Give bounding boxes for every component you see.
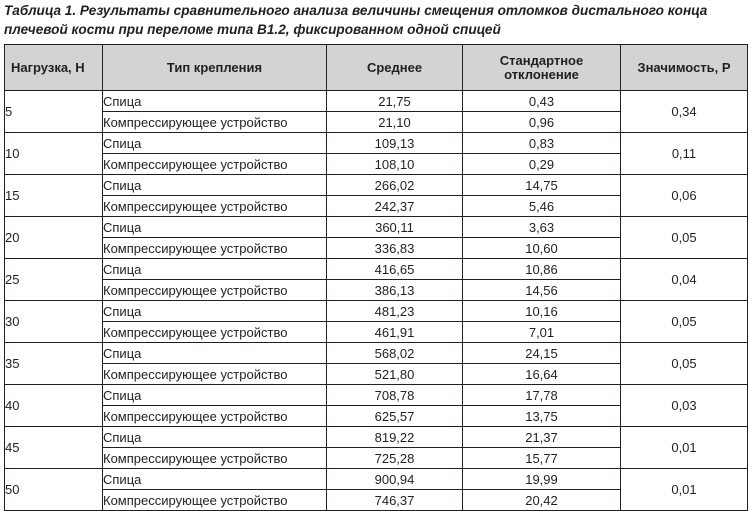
table-row xyxy=(5,343,748,364)
fixation-type-cell: Спица xyxy=(103,133,327,154)
fixation-type-cell: Компрессирующее устройство xyxy=(103,448,327,469)
mean-cell: 521,80 xyxy=(327,364,463,385)
mean-cell: 481,23 xyxy=(327,301,463,322)
significance-cell: 0,06 xyxy=(621,175,748,217)
significance-cell: 0,01 xyxy=(621,469,748,511)
sd-cell: 7,01 xyxy=(463,322,621,343)
caption-text: Результаты сравнительного анализа величины смещения отломков дистального конца плечевой кости при переломе типа В1.2, фиксированном одной спицей xyxy=(4,3,708,37)
sd-cell: 0,43 xyxy=(463,91,621,112)
sd-cell: 17,78 xyxy=(463,385,621,406)
mean-cell: 725,28 xyxy=(327,448,463,469)
mean-cell: 416,65 xyxy=(327,259,463,280)
table-body xyxy=(5,91,748,511)
sd-cell: 10,86 xyxy=(463,259,621,280)
mean-cell: 568,02 xyxy=(327,343,463,364)
header-p: Значимость, Р xyxy=(621,45,748,91)
fixation-type-cell: Спица xyxy=(103,469,327,490)
fixation-type-cell: Компрессирующее устройство xyxy=(103,322,327,343)
fixation-type-cell: Компрессирующее устройство xyxy=(103,196,327,217)
load-cell: 50 xyxy=(5,469,103,511)
header-sd-line2: отклонение xyxy=(504,66,579,82)
load-cell: 15 xyxy=(5,175,103,217)
fixation-type-cell: Компрессирующее устройство xyxy=(103,238,327,259)
load-cell: 10 xyxy=(5,133,103,175)
mean-cell: 360,11 xyxy=(327,217,463,238)
fixation-type-cell: Компрессирующее устройство xyxy=(103,406,327,427)
fixation-type-cell: Спица xyxy=(103,175,327,196)
table-row xyxy=(5,91,748,112)
header-mean: Среднее xyxy=(327,45,463,91)
table-row xyxy=(5,217,748,238)
load-cell: 45 xyxy=(5,427,103,469)
significance-cell: 0,01 xyxy=(621,427,748,469)
significance-cell: 0,34 xyxy=(621,91,748,133)
load-cell: 25 xyxy=(5,259,103,301)
sd-cell: 0,83 xyxy=(463,133,621,154)
mean-cell: 746,37 xyxy=(327,490,463,511)
sd-cell: 3,63 xyxy=(463,217,621,238)
mean-cell: 708,78 xyxy=(327,385,463,406)
table-caption xyxy=(4,1,746,39)
results-table xyxy=(4,44,748,511)
mean-cell: 242,37 xyxy=(327,196,463,217)
fixation-type-cell: Компрессирующее устройство xyxy=(103,490,327,511)
header-sd-line1: Стандартное xyxy=(499,52,584,68)
significance-cell: 0,03 xyxy=(621,385,748,427)
mean-cell: 625,57 xyxy=(327,406,463,427)
load-cell: 5 xyxy=(5,91,103,133)
mean-cell: 266,02 xyxy=(327,175,463,196)
sd-cell: 5,46 xyxy=(463,196,621,217)
table-row xyxy=(5,469,748,490)
sd-cell: 24,15 xyxy=(463,343,621,364)
mean-cell: 109,13 xyxy=(327,133,463,154)
fixation-type-cell: Спица xyxy=(103,343,327,364)
significance-cell: 0,05 xyxy=(621,217,748,259)
table-row xyxy=(5,259,748,280)
mean-cell: 21,75 xyxy=(327,91,463,112)
header-row xyxy=(5,45,748,91)
fixation-type-cell: Спица xyxy=(103,91,327,112)
load-cell: 35 xyxy=(5,343,103,385)
mean-cell: 21,10 xyxy=(327,112,463,133)
sd-cell: 16,64 xyxy=(463,364,621,385)
fixation-type-cell: Компрессирующее устройство xyxy=(103,364,327,385)
sd-cell: 14,56 xyxy=(463,280,621,301)
header-load: Нагрузка, Н xyxy=(5,45,103,91)
header-sd xyxy=(463,45,621,91)
table-row xyxy=(5,301,748,322)
table-row xyxy=(5,133,748,154)
sd-cell: 0,96 xyxy=(463,112,621,133)
fixation-type-cell: Компрессирующее устройство xyxy=(103,154,327,175)
mean-cell: 819,22 xyxy=(327,427,463,448)
caption-label: Таблица 1. xyxy=(4,3,77,18)
significance-cell: 0,05 xyxy=(621,301,748,343)
load-cell: 30 xyxy=(5,301,103,343)
fixation-type-cell: Спица xyxy=(103,385,327,406)
sd-cell: 15,77 xyxy=(463,448,621,469)
table-row xyxy=(5,427,748,448)
mean-cell: 461,91 xyxy=(327,322,463,343)
table-row xyxy=(5,175,748,196)
sd-cell: 10,16 xyxy=(463,301,621,322)
sd-cell: 20,42 xyxy=(463,490,621,511)
fixation-type-cell: Спица xyxy=(103,259,327,280)
mean-cell: 386,13 xyxy=(327,280,463,301)
mean-cell: 336,83 xyxy=(327,238,463,259)
load-cell: 20 xyxy=(5,217,103,259)
mean-cell: 900,94 xyxy=(327,469,463,490)
sd-cell: 13,75 xyxy=(463,406,621,427)
fixation-type-cell: Компрессирующее устройство xyxy=(103,112,327,133)
sd-cell: 19,99 xyxy=(463,469,621,490)
significance-cell: 0,04 xyxy=(621,259,748,301)
fixation-type-cell: Спица xyxy=(103,217,327,238)
sd-cell: 10,60 xyxy=(463,238,621,259)
significance-cell: 0,11 xyxy=(621,133,748,175)
table-row xyxy=(5,385,748,406)
sd-cell: 0,29 xyxy=(463,154,621,175)
fixation-type-cell: Спица xyxy=(103,301,327,322)
sd-cell: 21,37 xyxy=(463,427,621,448)
sd-cell: 14,75 xyxy=(463,175,621,196)
significance-cell: 0,05 xyxy=(621,343,748,385)
mean-cell: 108,10 xyxy=(327,154,463,175)
load-cell: 40 xyxy=(5,385,103,427)
fixation-type-cell: Спица xyxy=(103,427,327,448)
header-type: Тип крепления xyxy=(103,45,327,91)
fixation-type-cell: Компрессирующее устройство xyxy=(103,280,327,301)
